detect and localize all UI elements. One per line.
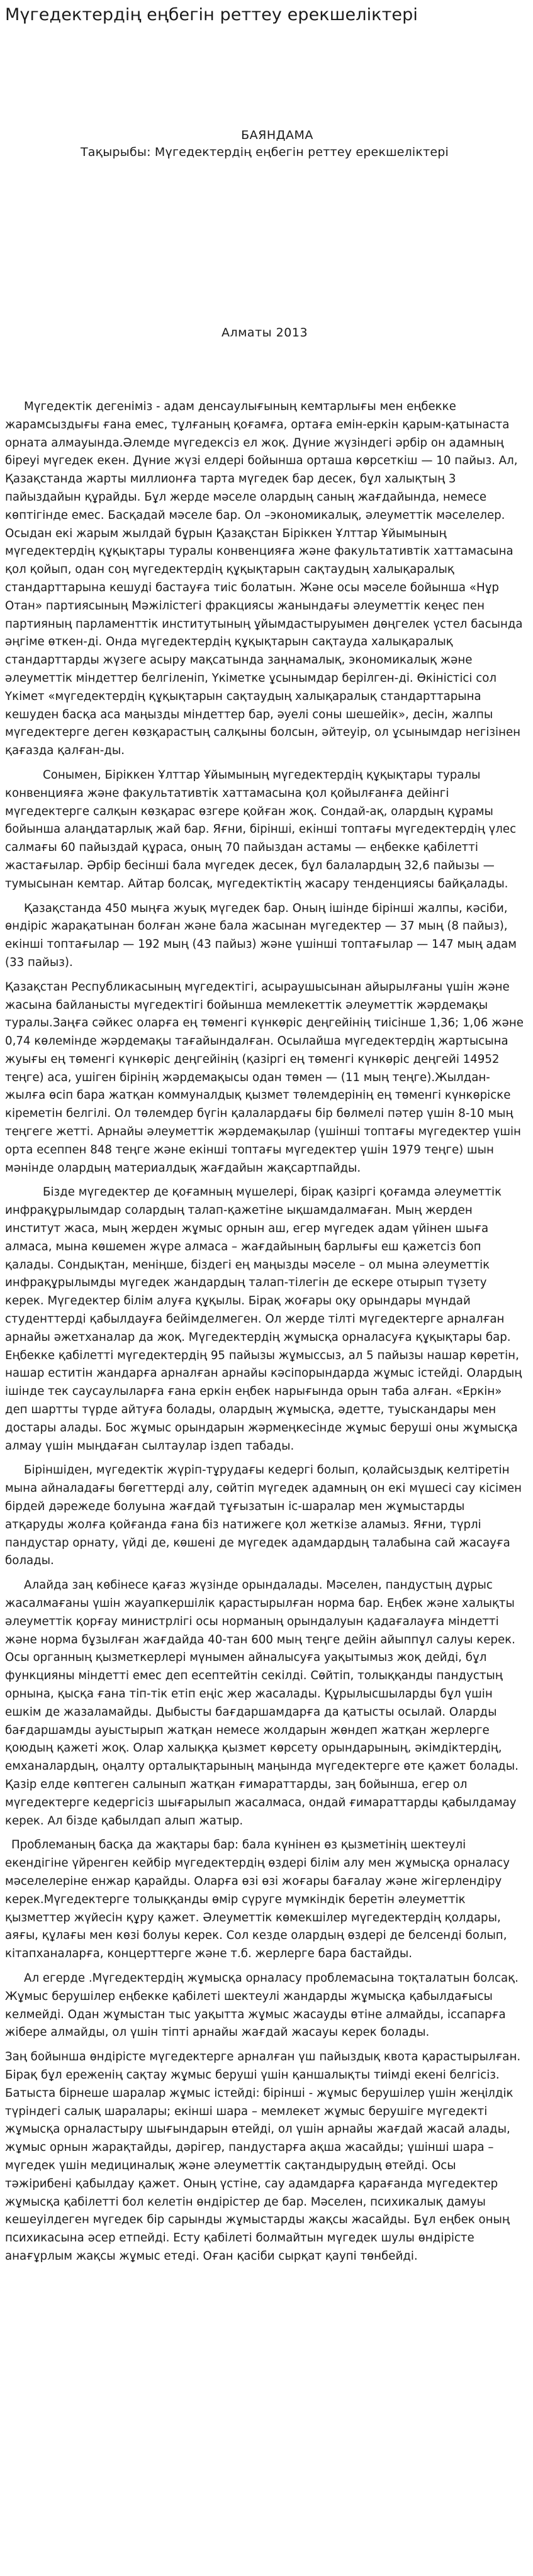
announcement-heading: БАЯНДАМА bbox=[241, 128, 313, 142]
paragraph: Проблеманың басқа да жақтары бар: бала күнінен өз қызметінің шектеулі екендігіне үйренген кейбір мүгедектердің өздері білім алу мен жұмысқа орналасу мәселелеріне енжар қарайды. Оларға өзі өзі жоғары бағалау және жігерлендіру керек.Мүгедектерге толыққанды өмір сүруге мүмкіндік беретін әлеуметтік қызметтер жүйесін құру қажет. Әлеуметтік көмекшілер мүгедектердің қолдары, аяғы, құлағы мен көзі болуы керек. Сол кезде олардың өздері де белсенді болып, кітапханаларға, концерттерге және т.б. жерлерге бара бастайды. bbox=[5, 1838, 510, 1961]
paragraph: Заң бойынша өндірісте мүгедектерге арналған үш пайыздық квота қарастырылған. Бірақ бұл ереженің сақтау жұмыс беруші үшін қаншалықты тиімді екені белгісіз. Батыста бірнеше шаралар жұмыс істейді: біріншi - жұмыс берушілер үшін жеңілдік түріндегі салық шаралары; екінші шара – мемлекет жұмыс берушіге мүгедекті жұмысқа орналастыру шығындарын өтейді, ол үшін арнайы жағдай жасай алады, жұмыс орнын жарақтайды, дәрігер, пандустарға ақша жасайды; үшінші шара – мүгедек үшін медициналық және әлеуметтік сақтандырудың өтейді. Осы тәжірибені қабылдау қажет. Оның үстіне, сау адамдарға қарағанда мүгедектер жұмысқа қабілетті бол келетін өндірістер де бар. Мәселен, психикалық дамуы кешеуілдеген мүгедек бір сарынды жұмыстарды жақсы жасайды. Бұл еңбек оның психикасына әсер етпейді. Есту қабілеті болмайтын мүгедек шулы өндірісте анағұрлым жақсы жұмыс етеді. Оған қасіби сырқат қаупі төнбейді. bbox=[5, 2050, 521, 2263]
title-block bbox=[5, 127, 524, 161]
paragraph: Қазақстанда 450 мыңға жуық мүгедек бар. Оның ішінде бірінші жалпы, кәсіби, өндіріс жарақатынан болған және бала жасынан мүгедектер — 37 мың (8 пайыз), екінші топтағылар — 192 мың (43 пайыз) және үшінші топтағылар — 147 мың адам (33 пайыз). bbox=[5, 901, 517, 969]
city-year: Алматы 2013 bbox=[221, 326, 308, 340]
paragraph: Біріншіден, мүгедектік жүріп-тұрудағы кедергі болып, қолайсыздық келтіретін мына айналадағы бөгеттерді алу, сөйтіп мүгедек адамның он екі мүшесі сау кісімен бірдей дәрежеде болуына жағдай тұғызатын іс-шаралар мен жұмыстарды атқаруды жолға қойғанда ғана біз натижеге қол жеткізе аламыз. Яғни, түрлі пандустар орнату, үйді де, көшені де мүгедек адамдардың талабына сай жасауға болады. bbox=[5, 1463, 522, 1568]
paragraph: Мүгедектік дегеніміз - адам денсаулығының кемтарлығы мен еңбекке жарамсыздығы ғана емес, тұлғаның қоғамға, ортаға емін-еркін қарым-қатынаста орната алмауында.Әлемде мүгедексіз ел жоқ. Дүние жүзіндегі әрбір он адамның біреуі мүгедек екен. Дүние жүзі елдері бойынша орташа көрсеткіш — 10 пайыз. Ал, Қазақстанда жарты миллионға тарта мүгедек бар десек, бұл халықтың 3 пайыздайын құрайды. Бұл жерде мәселе олардың саның жағдайында, немесе көптігінде емес. Басқадай мәселе бар. Ол –экономикалық, әлеуметтік мәселелер. Осыдан екі жарым жылдай бұрын Қазақстан Біріккен Ұлттар Ұйымының мүгедектердің құқықтары туралы конвенцияға және факультативтік хаттамасына қол қойып, одан соң мүгедектердің құқықтарын сақтаудың халықаралық стандарттарына кешуді бастауға тиіс болатын. Және осы мәселе бойынша «Нұр Отан» партиясының Мәжілістегі фракциясы жанындағы әлеуметтік кеңес пен партияның парламенттік институтының ұйымдастыруымен дөңгелек үстел басында әңгіме өткен-ді. Онда мүгедектердің құқықтарын сақтауда халықаралық стандарттарды жүзеге асыру мақсатында заңнамалық, экономикалық және әлеуметтік міндеттер белгіленіп, Үкіметке ұсынымдар берілген-ді. Өкіністісі сол Үкімет «мүгедектердің құқықтарын сақтаудың халықаралық стандарттарына кешуден басқа аса маңызды міндеттер бар, әуелі соны шешейік», десін, жалпы мүгедектерге деген көзқарастың салқыны болсын, әйтеуір, ол ұсынымдар негізінен қағазда қалған-ды. bbox=[5, 400, 523, 758]
paragraph: Ал егерде .Мүгедектердің жұмысқа орналасу проблемасына тоқталатын болсақ. Жұмыс берушілер еңбекке қабілеті шектеулі жандарды жұмысқа қабылдағысы келмейді. Одан жұмыстан тыс уақытта жұмыс жасауды өтіне алмайды, іссапарға жібере алмайды, ол үшін тіпті арнайы жағдай жасауы керек болады. bbox=[5, 1971, 519, 2040]
document-body bbox=[5, 398, 524, 2266]
paragraph: Қазақстан Республикасының мүгедектігі, асыраушысынан айырылғаны үшін және жасына байланысты мүгедектігі бойынша мемлекеттік әлеуметтік жәрдемақы туралы.Заңға сәйкес оларға ең төменгі күнкөріс деңгейінің тиісінше 1,36; 1,06 және 0,74 көлемінде жәрдемақы тағайындалған. Осылайша мүгедектердің жартысына жуығы ең төменгі күнкөріс деңгейінің (қазіргі ең төменгі күнкөріс деңгейі 14952 теңге) аса, ушіген бірінің жәрдемақысы одан төмен — (11 мың теңге).Жылдан-жылға өсіп бара жатқан коммуналдық қызмет төлемдерінің ең төменгі күнкөріске кіреметін белгілі. Ол төлемдер бүгін қалалардағы бір бөлмелі пәтер үшін 8-10 мың теңгеге жетті. Арнайы әлеуметтік жәрдемақылар (үшінші топтағы мүгедектер үшін орта есеппен 848 теңге және екінші топтағы мүгедектер үшін 1979 теңге) шын мәнінде олардың материалдық жағдайын жақсартпайды. bbox=[5, 980, 524, 1175]
topic-line: Тақырыбы: Мүгедектердің еңбегін реттеу ерекшеліктері bbox=[80, 145, 449, 159]
paragraph: Сонымен, Біріккен Ұлттар Ұйымының мүгедектердің құқықтары туралы конвенцияға және факультативтік хаттамасына қол қойылғанға дейінгі мүгедектерге салқын көзқарас өзгере қойған жоқ. Сондай-ақ, олардың құрамы бойынша алаңдатарлық жай бар. Яғни, біріншi, екінші топтағы мүгедектердің үлес салмағы 60 пайыздай құраса, оның 70 пайыздан астамы — еңбекке қабілетті жастағылар. Әрбір бесінші бала мүгедек десек, бұл балалардың 32,6 пайызы — тумысынан кемтар. Айтар болсақ, мүгедектіктің жасару тенденциясы байқалады. bbox=[5, 768, 517, 891]
document-title: Мүгедектердің еңбегін реттеу ерекшеліктері bbox=[5, 5, 418, 25]
paragraph: Бізде мүгедектер де қоғамның мүшелері, бірақ қазіргі қоғамда әлеуметтік инфрақұрылымдар солардың талап-қажетіне ықшамдалмаған. Мың жерден институт жаса, мың жерден жұмыс орнын аш, егер мүгедек адам үйінен шыға алмаса, мына көшемен жүре алмаса – жағдайының барлығы еш қажетсіз боп қалады. Сондықтан, меніңше, біздегі ең маңызды мәселе – ол мына әлеуметтік инфрақұрылымды мүгедек жандардың талап-тілегін де ескере отырып түзету керек. Мүгедектер білім алуға құқылы. Бірақ жоғары оқу орындары мүндай студенттерді қабылдауға бейімделмеген. Ол жерде тілті мүгедектерге арналған арнайы әжетханалар да жоқ. Мүгедектердің жұмысқа орналасуға құқықтары бар. Еңбекке қабілетті мүгедектердің 95 пайызы жұмыссыз, ал 5 пайызы нашар көретін, нашар еститін жандарға арналған арнайы кәсіпорындарда жұмыс істейді. Олардың ішінде тек саусаулыларға ғана еркін еңбек нарығында орын таба алған. «Еркін» деп шартты түрде айтуға болады, олардың жұмысқа, әдетте, туыскандары мен достары алады. Бос жұмыс орындарын жәрмеңкесінде жұмыс беруші оны жұмысқа алмау үшін мыңдаған сылтаулар іздеп табады. bbox=[5, 1185, 522, 1453]
paragraph: Алайда заң көбінесе қағаз жүзінде орындалады. Мәселен, пандустың дұрыс жасалмағаны үшін жауапкершілік қарастырылған норма бар. Еңбек және халықты әлеуметтік қорғау министрлігі осы норманың орындалуын қадағалауға міндетті және норма бұзылған жағдайда 40-тан 600 мың теңге дейін айыппұл салуы керек. Осы органның қызметкерлері мүнымен айналысуға уақытымыз жоқ дейді, бұл функцияны міндетті емес деп есептейтін секілді. Сөйтіп, толыққанды пандустың орнына, қысқа ғана тіп-тік етіп еңіс жер жасалады. Құрылысшыларды бұл үшін ешкім де жазаламайды. Дыбысты бағдаршамдарға да қатысты осылай. Оларды бағдаршамды ауыстырып жатқан немесе жолдарын жөндеп жатқан жерлерге қоюдың қажеті жоқ. Олар халыққа қызмет көрсету орындарының, әкімдіктердің, емханалардың, оңалту орталықтарының маңында мүгедектерге өте қажет болады. Қазір елде көптеген салынып жатқан ғимараттарды, заң бойынша, егер ол мүгедектерге кедергісіз шығарылып жасалмаса, ондай ғимараттарды қабылдамау керек. Ал бізде қабылдап алып жатыр. bbox=[5, 1579, 519, 1828]
